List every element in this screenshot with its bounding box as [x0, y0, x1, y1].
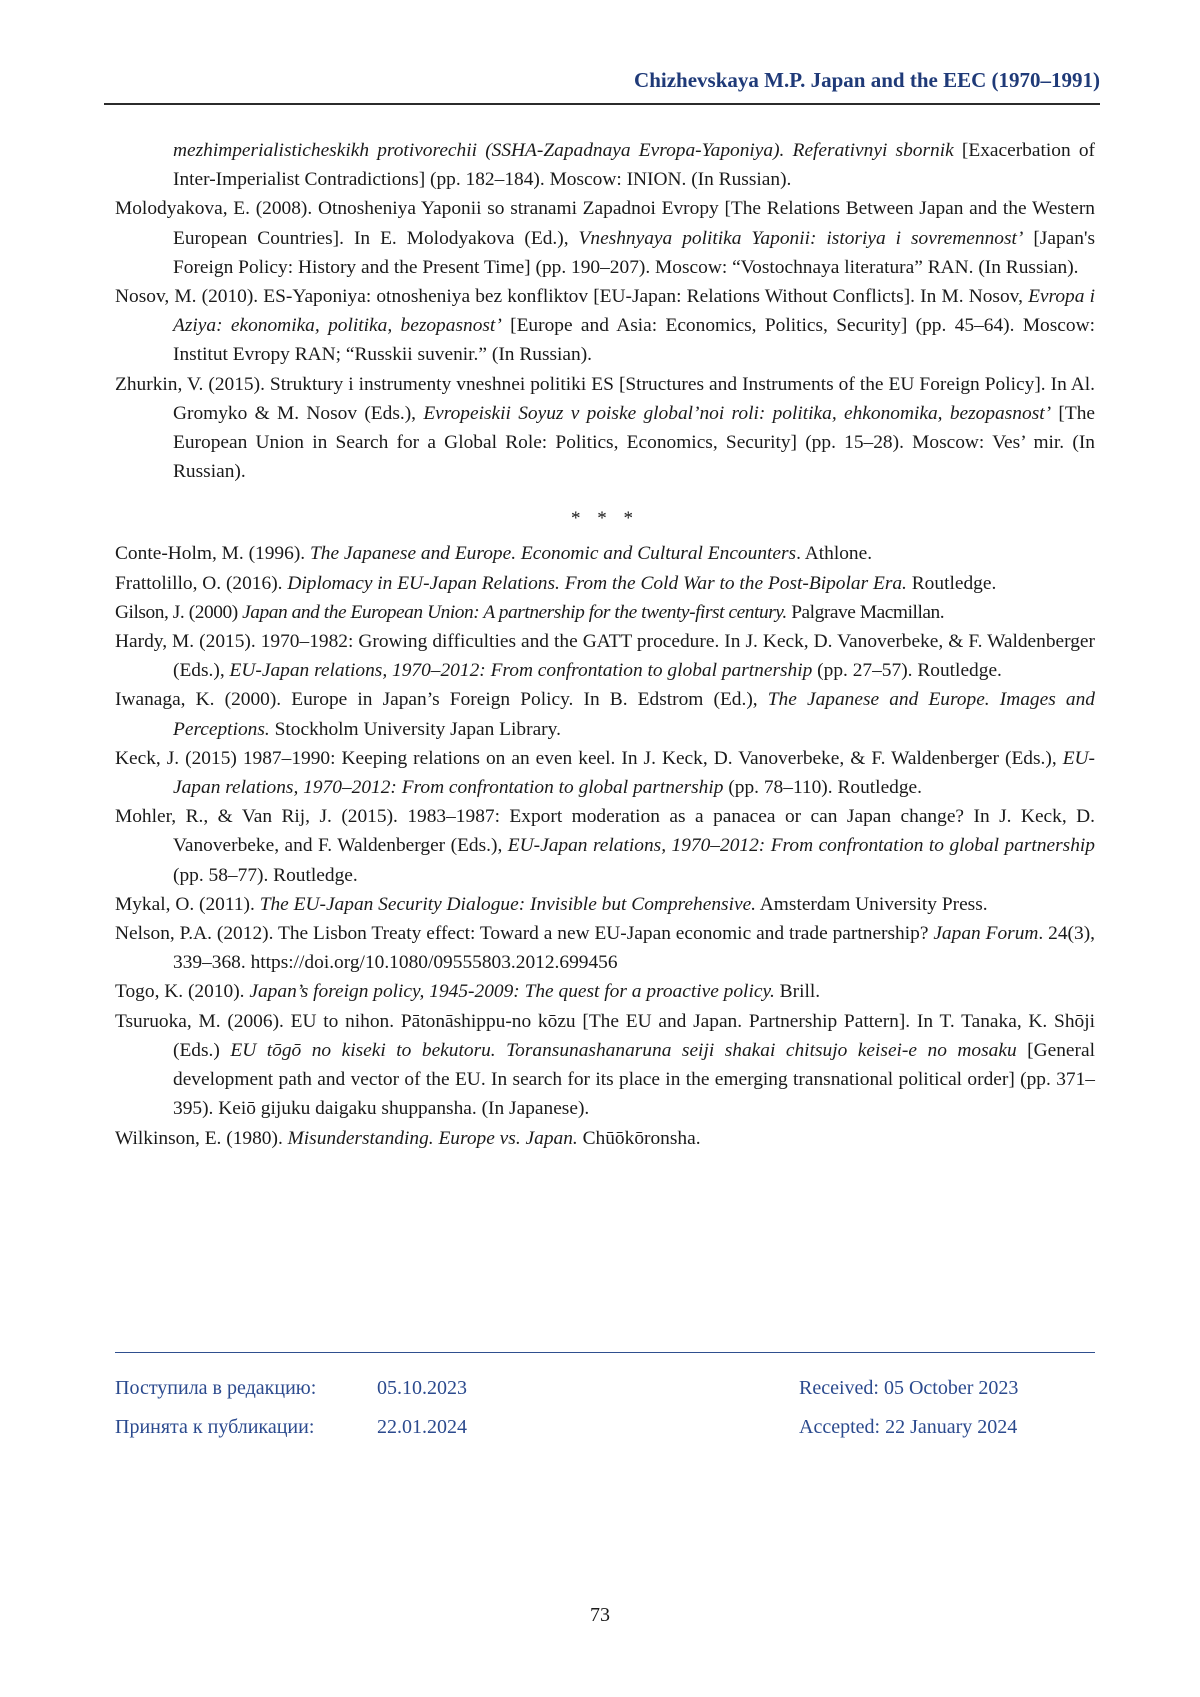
- received-row: [115, 1377, 1095, 1407]
- reference-text: [The European Union in Search for a Global Role: Politics, Economics, Security] (pp. 15–28). Moscow: Ves’ mir. (In Russian).: [173, 402, 1095, 483]
- reference-text: Zhurkin, V. (2015). Struktury i instrumenty vneshnei politiki ES [Structures and Instruments of the EU Foreign Policy]. In Al. Gromyko & M. Nosov (Eds.),: [115, 373, 1095, 424]
- reference-text: . Athlone.: [796, 543, 873, 565]
- reference-italic: Japan’s foreign policy, 1945-2009: The quest for a proactive policy.: [249, 981, 775, 1003]
- reference-italic: EU-Japan relations, 1970–2012: From confrontation to global partnership: [173, 747, 1095, 799]
- reference-mykal: [115, 890, 1095, 919]
- reference-text: (pp. 27–57). Routledge.: [812, 660, 1002, 682]
- reference-zhurkin: [115, 370, 1095, 487]
- reference-italic: Evropeiskii Soyuz v poiske global’noi roli: politika, ehkonomika, bezopasnost’: [423, 402, 1052, 424]
- reference-text: [Japan's Foreign Policy: History and the Present Time] (pp. 190–207). Moscow: “Vostochnaya literatura” RAN. (In Russian).: [173, 227, 1095, 278]
- reference-text: (pp. 58–77). Routledge.: [173, 864, 358, 886]
- reference-text: Hardy, M. (2015). 1970–1982: Growing difficulties and the GATT procedure. In J. Keck, D. Vanoverbeke, & F. Waldenberger (Eds.),: [115, 631, 1095, 682]
- reference-text: (pp. 78–110). Routledge.: [723, 777, 923, 799]
- reference-keck: [115, 744, 1095, 802]
- received-date-ru: 05.10.2023: [377, 1377, 467, 1399]
- reference-text: Routledge.: [906, 572, 997, 594]
- header-divider: [104, 103, 1100, 105]
- reference-text: Nosov, M. (2010). ES-Yaponiya: otnosheniya bez konfliktov [EU-Japan: Relations Without Conflicts]. In M. Nosov,: [115, 286, 1029, 308]
- accepted-date-ru: 22.01.2024: [377, 1416, 467, 1438]
- reference-mohler: [115, 802, 1095, 890]
- reference-italic: The Japanese and Europe. Images and Perceptions.: [173, 689, 1095, 740]
- reference-italic: Japan Forum: [933, 923, 1039, 945]
- reference-italic: EU-Japan relations, 1970–2012: From confrontation to global partnership: [229, 660, 813, 682]
- reference-hardy: [115, 627, 1095, 685]
- reference-text: Frattolillo, O. (2016).: [115, 572, 288, 594]
- reference-text: Chūōkōronsha.: [577, 1127, 701, 1149]
- page-number: 73: [590, 1604, 610, 1626]
- section-separator: * * *: [571, 508, 639, 530]
- reference-text: Nelson, P.A. (2012). The Lisbon Treaty effect: Toward a new EU-Japan economic and trade partnership?: [115, 923, 934, 945]
- reference-text: Wilkinson, E. (1980).: [115, 1127, 288, 1149]
- accepted-row: [115, 1416, 1095, 1446]
- reference-text: Palgrave Macmillan.: [786, 601, 945, 623]
- reference-text: Gilson, J. (2000): [115, 601, 243, 623]
- reference-iwanaga: [115, 685, 1095, 743]
- reference-text: [General development path and vector of the EU. In search for its place in the emerging transnational political order] (pp. 371–395). Keiō gijuku daigaku shuppansha. (In Japanese).: [173, 1039, 1095, 1120]
- references-list: [115, 136, 1095, 1153]
- received-label-ru: Поступила в редакцию:: [115, 1377, 317, 1399]
- received-en: Received: 05 October 2023: [799, 1377, 1019, 1399]
- reference-italic: Misunderstanding. Europe vs. Japan.: [287, 1127, 578, 1149]
- reference-text: Amsterdam University Press.: [756, 893, 988, 915]
- reference-italic: Vneshnyaya politika Yaponii: istoriya i sovremennost’: [578, 227, 1024, 249]
- reference-text: [Exacerbation of Inter-Imperialist Contradictions] (pp. 182–184). Moscow: INION. (In Russian).: [173, 140, 1095, 191]
- reference-gilson: [115, 598, 1095, 627]
- reference-text: Molodyakova, E. (2008). Otnosheniya Yaponii so stranami Zapadnoi Evropy [The Relations Between Japan and the Western European Countries]. In E. Molodyakova (Ed.),: [115, 198, 1095, 249]
- reference-tsuruoka: [115, 1007, 1095, 1124]
- reference-italic: Evropa i Aziya: ekonomika, politika, bezopasnost’: [173, 286, 1095, 337]
- reference-text: Mykal, O. (2011).: [115, 893, 260, 915]
- reference-text: Brill.: [774, 981, 821, 1003]
- reference-italic: EU tōgō no kiseki to bekutoru. Toransunashanaruna seiji shakai chitsujo keisei-e no mosaku: [230, 1039, 1017, 1061]
- reference-italic: The Japanese and Europe. Economic and Cultural Encounters: [309, 543, 797, 565]
- reference-italic: Diplomacy in EU-Japan Relations. From the Cold War to the Post-Bipolar Era.: [287, 572, 907, 594]
- reference-text: Mohler, R., & Van Rij, J. (2015). 1983–1987: Export moderation as a panacea or can Japan change? In J. Keck, D. Vanoverbeke, and F. Waldenberger (Eds.),: [115, 806, 1095, 857]
- reference-togo: [115, 977, 1095, 1006]
- reference-italic: mezhimperialisticheskikh protivorechii (SSHA-Zapadnaya Evropa-Yaponiya). Referativnyi sbornik: [173, 140, 954, 161]
- reference-text: [Europe and Asia: Economics, Politics, Security] (pp. 45–64). Moscow: Institut Evropy RAN; “Russkii suvenir.” (In Russian).: [173, 315, 1095, 366]
- reference-nelson: [115, 919, 1095, 977]
- reference-conte-holm: [115, 539, 1095, 568]
- reference-nosov: [115, 282, 1095, 370]
- reference-frattolillo: [115, 569, 1095, 598]
- reference-text: Tsuruoka, M. (2006). EU to nihon. Pātonāshippu-no kōzu [The EU and Japan. Partnership Pattern]. In T. Tanaka, K. Shōji (Eds.): [115, 1010, 1095, 1061]
- reference-italic: The EU-Japan Security Dialogue: Invisible but Comprehensive.: [259, 893, 757, 915]
- reference-text: Togo, K. (2010).: [115, 981, 250, 1003]
- reference-italic: EU-Japan relations, 1970–2012: From confrontation to global partnership: [507, 835, 1095, 857]
- footer-divider: [115, 1352, 1095, 1353]
- accepted-label-ru: Принята к публикации:: [115, 1416, 315, 1438]
- reference-continuation: [115, 136, 1095, 194]
- reference-text: Keck, J. (2015) 1987–1990: Keeping relations on an even keel. In J. Keck, D. Vanoverbeke, & F. Waldenberger (Eds.),: [115, 747, 1063, 769]
- reference-molodyakova: [115, 194, 1095, 282]
- reference-text: Stockholm University Japan Library.: [269, 718, 561, 740]
- reference-text: Iwanaga, K. (2000). Europe in Japan’s Foreign Policy. In B. Edstrom (Ed.),: [115, 689, 768, 711]
- reference-text: . 24(3), 339–368. https://doi.org/10.1080/09555803.2012.699456: [173, 923, 1095, 974]
- reference-wilkinson: [115, 1124, 1095, 1153]
- reference-text: Conte-Holm, M. (1996).: [115, 543, 310, 565]
- reference-italic: Japan and the European Union: A partnership for the twenty-first century.: [242, 601, 787, 623]
- accepted-en: Accepted: 22 January 2024: [799, 1416, 1018, 1438]
- running-header: Chizhevskaya M.P. Japan and the EEC (1970–1991): [634, 68, 1100, 92]
